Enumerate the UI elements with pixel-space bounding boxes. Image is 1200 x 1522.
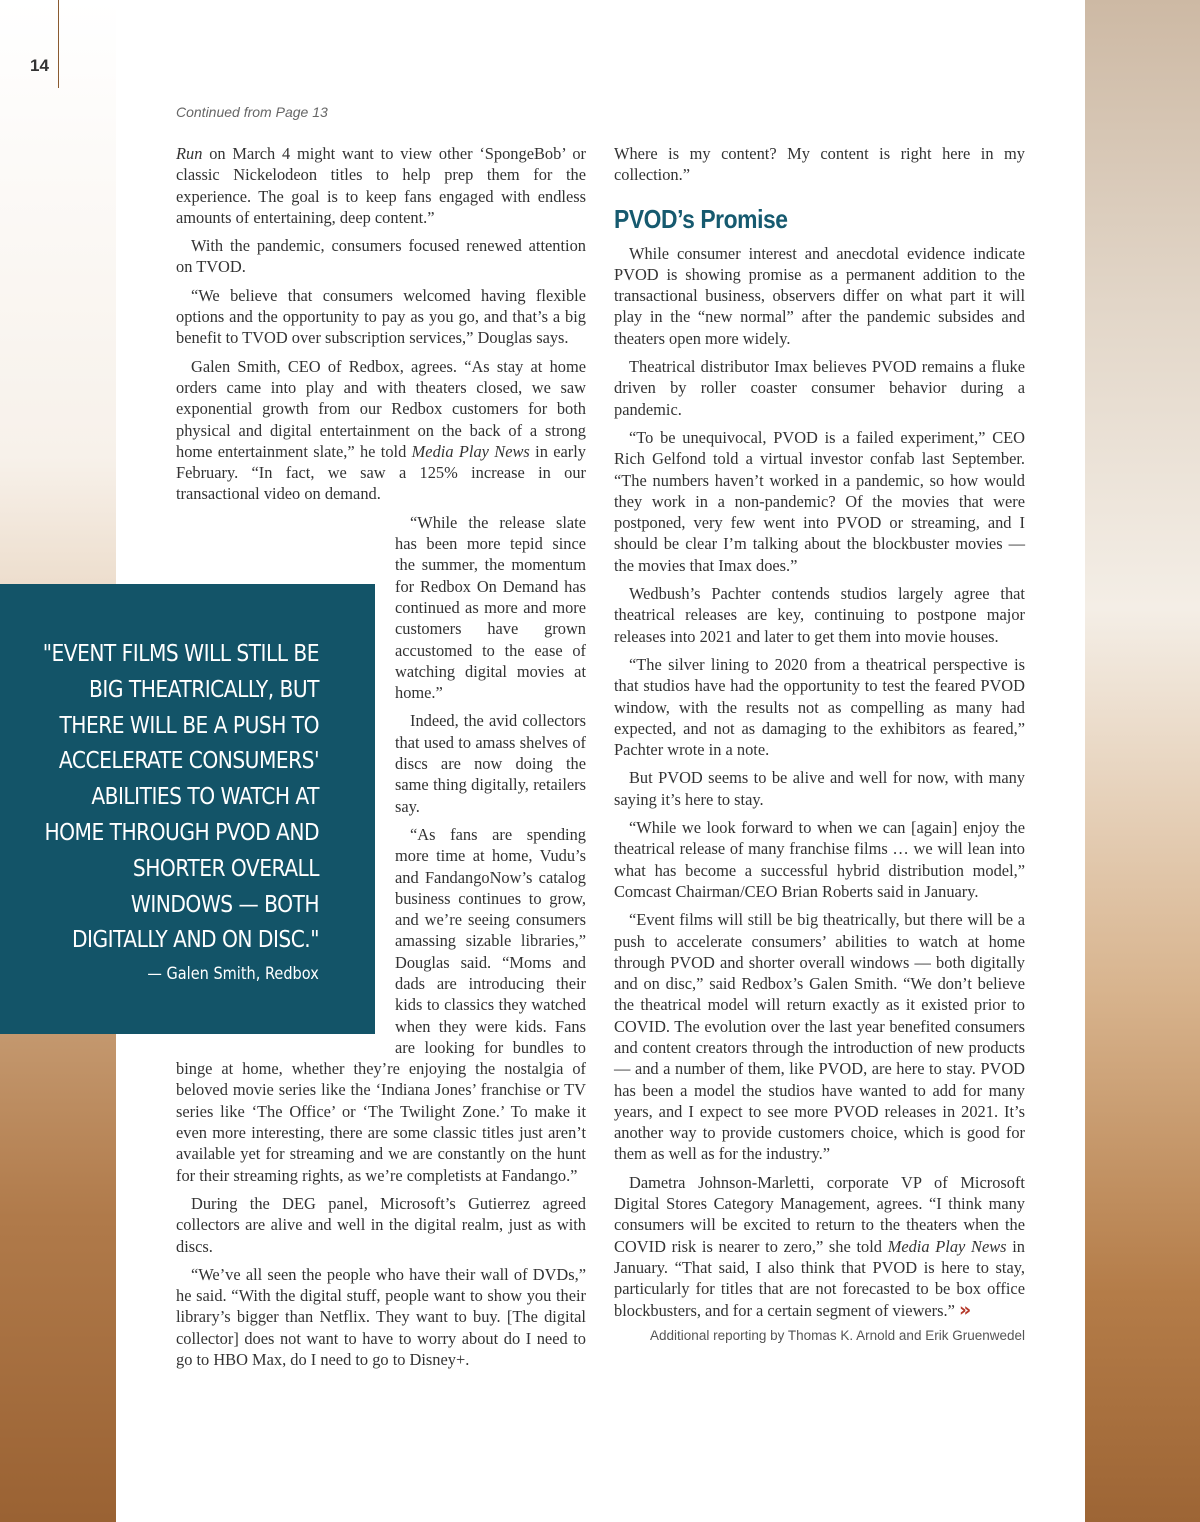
paragraph: Wedbush’s Pachter contends studios largely agree that theatrical releases are key, continuing to postpone major releases into 2021 and later to get them into movie houses. (614, 584, 1025, 646)
paragraph: “To be unequivocal, PVOD is a failed experiment,” CEO Rich Gelfond told a virtual investor confab last September. “The numbers haven’t worked in a pandemic, so how would they work in a non-pandemic? Of the movies that were postponed, very few went into PVOD or streaming, and I should be clear I’m talking about the blockbuster movies — the movies that Imax does.” (614, 427, 1025, 575)
paragraph: While consumer interest and anecdotal evidence indicate PVOD is showing promise as a permanent addition to the transactional business, observers differ on what part it will play in the “new normal” after the pandemic subsides and theaters open more widely. (614, 243, 1025, 348)
paragraph (614, 1172, 1025, 1321)
page-number: 14 (30, 56, 49, 75)
section-heading: PVOD’s Promise (614, 203, 788, 234)
pull-quote-attribution: — Galen Smith, Redbox (147, 964, 319, 983)
publication-italic: Media Play News (887, 1236, 1007, 1256)
continued-note: Continued from Page 13 (176, 104, 328, 120)
paragraph-text: in early February. “In fact, we saw a 125% increase in our transactional video on demand. (176, 441, 587, 504)
paragraph: “The silver lining to 2020 from a theatrical perspective is that studios have had the opportunity to test the feared PVOD window, with the results not as compelling as many had expected, and not as damaging to the exhibitors as feared,” Pachter wrote in a note. (614, 654, 1025, 760)
paragraph (176, 356, 586, 505)
pull-quote-text: "EVENT FILMS WILL STILL BE BIG THEATRICALLY, BUT THERE WILL BE A PUSH TO ACCELERATE CONSUMERS' ABILITIES TO WATCH AT HOME THROUGH PVOD AND SHORTER OVERALL WINDOWS — BOTH DIGITALLY AND ON DISC." (42, 639, 320, 954)
paragraph: “As fans are spending more time at home, Vudu’s and FandangoNow’s catalog business continues to grow, and we’re seeing consumers amassing sizable libraries,” Douglas said. “Moms and dads are introducing their kids to classics they watched when they were kids. Fans are looking for bundles to binge at home, whether they’re enjoying the nostalgia of beloved movie series like the ‘Indiana Jones’ franchise or TV series like ‘The Office’ or ‘The Twilight Zone.’ To make it even more interesting, there are some classic titles just aren’t available yet for streaming and we are constantly on the hunt for their streaming rights, as we’re completists at Fandango.” (176, 824, 586, 1185)
paragraph-text: Galen Smith, CEO of Redbox, agrees. “As stay at home orders came into play and with theaters closed, we saw exponential growth from our Redbox customers for both physical and digital entertainment on the back of a strong home entertainment slate,” he told (176, 356, 586, 461)
paragraph: “While we look forward to when we can [again] enjoy the theatrical release of many franchise films … we will lean into what has become a successful hybrid distribution model,” Comcast Chairman/CEO Brian Roberts said in January. (614, 818, 1025, 901)
paragraph: With the pandemic, consumers focused renewed attention on TVOD. (176, 236, 586, 277)
publication-italic: Media Play News (411, 441, 530, 461)
paragraph: Where is my content? My content is right here in my collection.” (614, 144, 1025, 185)
paragraph-text: on March 4 might want to view other ‘SpongeBob’ or classic Nickelodeon titles to help prep them for the experience. The goal is to keep fans engaged with endless amounts of entertaining, deep content.” (176, 144, 586, 227)
paragraph-text: in January. “That said, I also think that PVOD is here to stay, particularly for titles that are not forecasted to be box office blockbusters, and for a certain segment of viewers.” (614, 1236, 1025, 1320)
title-italic: Run (176, 144, 203, 163)
paragraph: Theatrical distributor Imax believes PVOD remains a fluke driven by roller coaster consumer behavior during a pandemic. (614, 357, 1025, 419)
column-right (614, 143, 1025, 1343)
paragraph: “We’ve all seen the people who have their wall of DVDs,” he said. “With the digital stuff, people want to show you their library’s bigger than Netflix. They want to buy. [The digital collector] does not want to have to worry about do I need to go to HBO Max, do I need to go to Disney+. (176, 1264, 586, 1370)
paragraph: But PVOD seems to be alive and well for now, with many saying it’s here to stay. (614, 768, 1025, 809)
paragraph: “We believe that consumers welcomed having flexible options and the opportunity to pay as you go, and that’s a big benefit to TVOD over subscription services,” Douglas says. (176, 285, 586, 348)
paragraph-text: Dametra Johnson-Marletti, corporate VP of Microsoft Digital Stores Category Management, agrees. “I think many consumers will be excited to return to the theaters when the COVID risk is nearer to zero,” she told (614, 1172, 1025, 1256)
reporting-credit: Additional reporting by Thomas K. Arnold and Erik Gruenwedel (650, 1327, 1025, 1343)
paragraph (176, 143, 586, 228)
paragraph-text: “While the release slate has been more tepid since the summer, the momentum for Redbox On Demand has continued as more and more customers have grown accustomed to the ease of watching digital movies at home.” (395, 512, 586, 703)
page-number-rule (58, 0, 59, 88)
right-margin-gradient (1085, 0, 1200, 1522)
paragraph: Indeed, the avid collectors that used to amass shelves of discs are now doing the same thing digitally, retailers say. (395, 711, 586, 816)
paragraph: During the DEG panel, Microsoft’s Gutierrez agreed collectors are alive and well in the digital realm, just as with discs. (176, 1193, 586, 1256)
end-of-story-icon: » (959, 1298, 972, 1321)
paragraph: “Event films will still be big theatrically, but there will be a push to accelerate consumers’ abilities to watch at home through PVOD and shorter overall windows — both digitally and on disc,” said Redbox’s Galen Smith. “We don’t believe the theatrical model will return exactly as it existed prior to COVID. The evolution over the last year benefited consumers and content creators through the introduction of new products — and a number of them, like PVOD, are here to stay. PVOD has been a model the studios have wanted to add for many years, and I expect to see more PVOD releases in 2021. It’s another way to provide customers choice, which is good for them as well as for the industry.” (614, 910, 1025, 1164)
pull-quote-box (0, 584, 375, 1034)
